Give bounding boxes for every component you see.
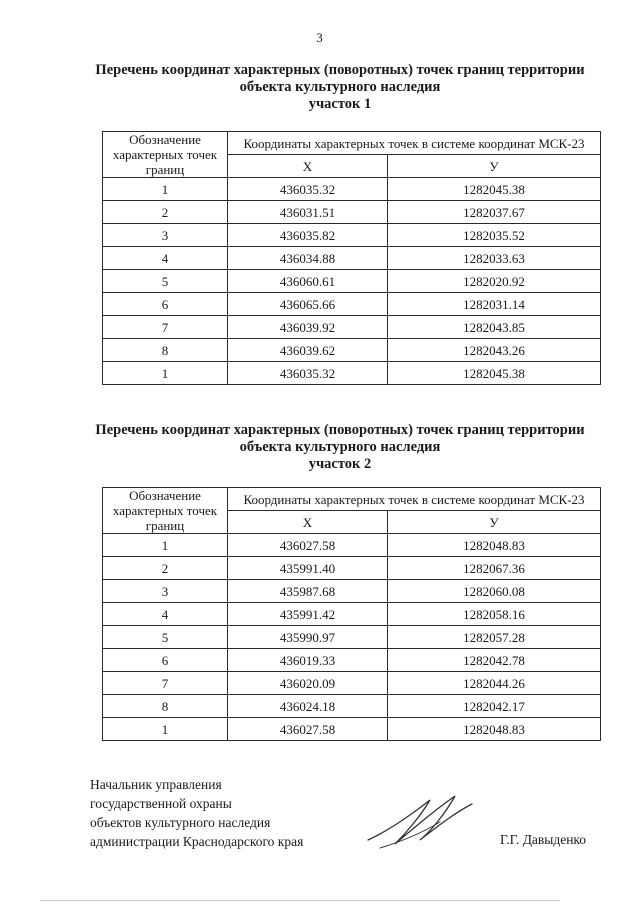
table-body bbox=[103, 534, 601, 741]
page-bottom-rule bbox=[40, 900, 560, 901]
y-coordinate-cell: 1282044.26 bbox=[388, 672, 601, 695]
table-row bbox=[103, 270, 601, 293]
x-coordinate-cell: 436027.58 bbox=[228, 718, 388, 741]
point-code-cell: 6 bbox=[103, 293, 228, 316]
handwritten-signature bbox=[360, 782, 480, 862]
y-coordinate-cell: 1282067.36 bbox=[388, 557, 601, 580]
position-line: Начальник управления bbox=[90, 777, 222, 792]
x-coordinate-cell: 436035.32 bbox=[228, 362, 388, 385]
table-row bbox=[103, 293, 601, 316]
point-code-cell: 1 bbox=[103, 178, 228, 201]
table-row bbox=[103, 201, 601, 224]
point-code-cell: 1 bbox=[103, 362, 228, 385]
x-coordinate-cell: 436027.58 bbox=[228, 534, 388, 557]
point-code-cell: 2 bbox=[103, 201, 228, 224]
y-coordinate-cell: 1282048.83 bbox=[388, 718, 601, 741]
x-coordinate-cell: 435990.97 bbox=[228, 626, 388, 649]
point-code-cell: 6 bbox=[103, 649, 228, 672]
table-row bbox=[103, 718, 601, 741]
y-coordinate-cell: 1282043.85 bbox=[388, 316, 601, 339]
point-code-cell: 3 bbox=[103, 580, 228, 603]
table-row bbox=[103, 224, 601, 247]
point-code-cell: 5 bbox=[103, 270, 228, 293]
header-coordinates: Координаты характерных точек в системе координат МСК-23 bbox=[228, 488, 601, 511]
page-number: 3 bbox=[316, 30, 323, 45]
x-coordinate-cell: 435987.68 bbox=[228, 580, 388, 603]
table-row bbox=[103, 178, 601, 201]
y-coordinate-cell: 1282033.63 bbox=[388, 247, 601, 270]
point-code-cell: 1 bbox=[103, 534, 228, 557]
table-body bbox=[103, 178, 601, 385]
table-row bbox=[103, 316, 601, 339]
x-coordinate-cell: 436031.51 bbox=[228, 201, 388, 224]
point-code-cell: 8 bbox=[103, 339, 228, 362]
table-row bbox=[103, 534, 601, 557]
header-y: У bbox=[388, 155, 601, 178]
point-code-cell: 2 bbox=[103, 557, 228, 580]
header-x: Х bbox=[228, 511, 388, 534]
point-code-cell: 7 bbox=[103, 672, 228, 695]
table-row bbox=[103, 247, 601, 270]
x-coordinate-cell: 436019.33 bbox=[228, 649, 388, 672]
y-coordinate-cell: 1282031.14 bbox=[388, 293, 601, 316]
signatory-name: Г.Г. Давыденко bbox=[500, 832, 587, 847]
position-line: администрации Краснодарского края bbox=[90, 834, 304, 849]
x-coordinate-cell: 436065.66 bbox=[228, 293, 388, 316]
signatory-position bbox=[90, 775, 303, 851]
y-coordinate-cell: 1282045.38 bbox=[388, 178, 601, 201]
coordinates-table-plot-2 bbox=[102, 487, 601, 741]
y-coordinate-cell: 1282058.16 bbox=[388, 603, 601, 626]
header-point-code: Обозначение характерных точек границ bbox=[103, 488, 228, 534]
table-row bbox=[103, 695, 601, 718]
y-coordinate-cell: 1282042.17 bbox=[388, 695, 601, 718]
point-code-cell: 4 bbox=[103, 603, 228, 626]
title-line: Перечень координат характерных (поворотных) точек границ территории bbox=[95, 422, 585, 438]
y-coordinate-cell: 1282045.38 bbox=[388, 362, 601, 385]
table-row bbox=[103, 557, 601, 580]
section-title-plot-2 bbox=[80, 422, 600, 473]
table-row bbox=[103, 649, 601, 672]
position-line: объектов культурного наследия bbox=[90, 815, 271, 830]
x-coordinate-cell: 435991.42 bbox=[228, 603, 388, 626]
point-code-cell: 4 bbox=[103, 247, 228, 270]
y-coordinate-cell: 1282042.78 bbox=[388, 649, 601, 672]
y-coordinate-cell: 1282057.28 bbox=[388, 626, 601, 649]
y-coordinate-cell: 1282035.52 bbox=[388, 224, 601, 247]
point-code-cell: 5 bbox=[103, 626, 228, 649]
point-code-cell: 1 bbox=[103, 718, 228, 741]
point-code-cell: 3 bbox=[103, 224, 228, 247]
x-coordinate-cell: 436035.82 bbox=[228, 224, 388, 247]
section-title-plot-1 bbox=[80, 62, 600, 113]
x-coordinate-cell: 436039.62 bbox=[228, 339, 388, 362]
y-coordinate-cell: 1282037.67 bbox=[388, 201, 601, 224]
header-coordinates: Координаты характерных точек в системе координат МСК-23 bbox=[228, 132, 601, 155]
x-coordinate-cell: 436024.18 bbox=[228, 695, 388, 718]
x-coordinate-cell: 436035.32 bbox=[228, 178, 388, 201]
point-code-cell: 8 bbox=[103, 695, 228, 718]
header-x: Х bbox=[228, 155, 388, 178]
y-coordinate-cell: 1282043.26 bbox=[388, 339, 601, 362]
y-coordinate-cell: 1282020.92 bbox=[388, 270, 601, 293]
header-point-code: Обозначение характерных точек границ bbox=[103, 132, 228, 178]
header-y: У bbox=[388, 511, 601, 534]
coordinates-table-plot-1 bbox=[102, 131, 601, 385]
position-line: государственной охраны bbox=[90, 796, 232, 811]
x-coordinate-cell: 435991.40 bbox=[228, 557, 388, 580]
x-coordinate-cell: 436020.09 bbox=[228, 672, 388, 695]
table-row bbox=[103, 362, 601, 385]
x-coordinate-cell: 436060.61 bbox=[228, 270, 388, 293]
table-row bbox=[103, 580, 601, 603]
table-row bbox=[103, 603, 601, 626]
y-coordinate-cell: 1282048.83 bbox=[388, 534, 601, 557]
table-row bbox=[103, 672, 601, 695]
table-row bbox=[103, 339, 601, 362]
x-coordinate-cell: 436039.92 bbox=[228, 316, 388, 339]
y-coordinate-cell: 1282060.08 bbox=[388, 580, 601, 603]
x-coordinate-cell: 436034.88 bbox=[228, 247, 388, 270]
title-line: объекта культурного наследия bbox=[239, 439, 441, 455]
title-line: объекта культурного наследия bbox=[239, 79, 441, 95]
title-line: участок 2 bbox=[308, 456, 372, 472]
table-row bbox=[103, 626, 601, 649]
title-line: участок 1 bbox=[308, 96, 372, 112]
title-line: Перечень координат характерных (поворотных) точек границ территории bbox=[95, 62, 585, 78]
point-code-cell: 7 bbox=[103, 316, 228, 339]
